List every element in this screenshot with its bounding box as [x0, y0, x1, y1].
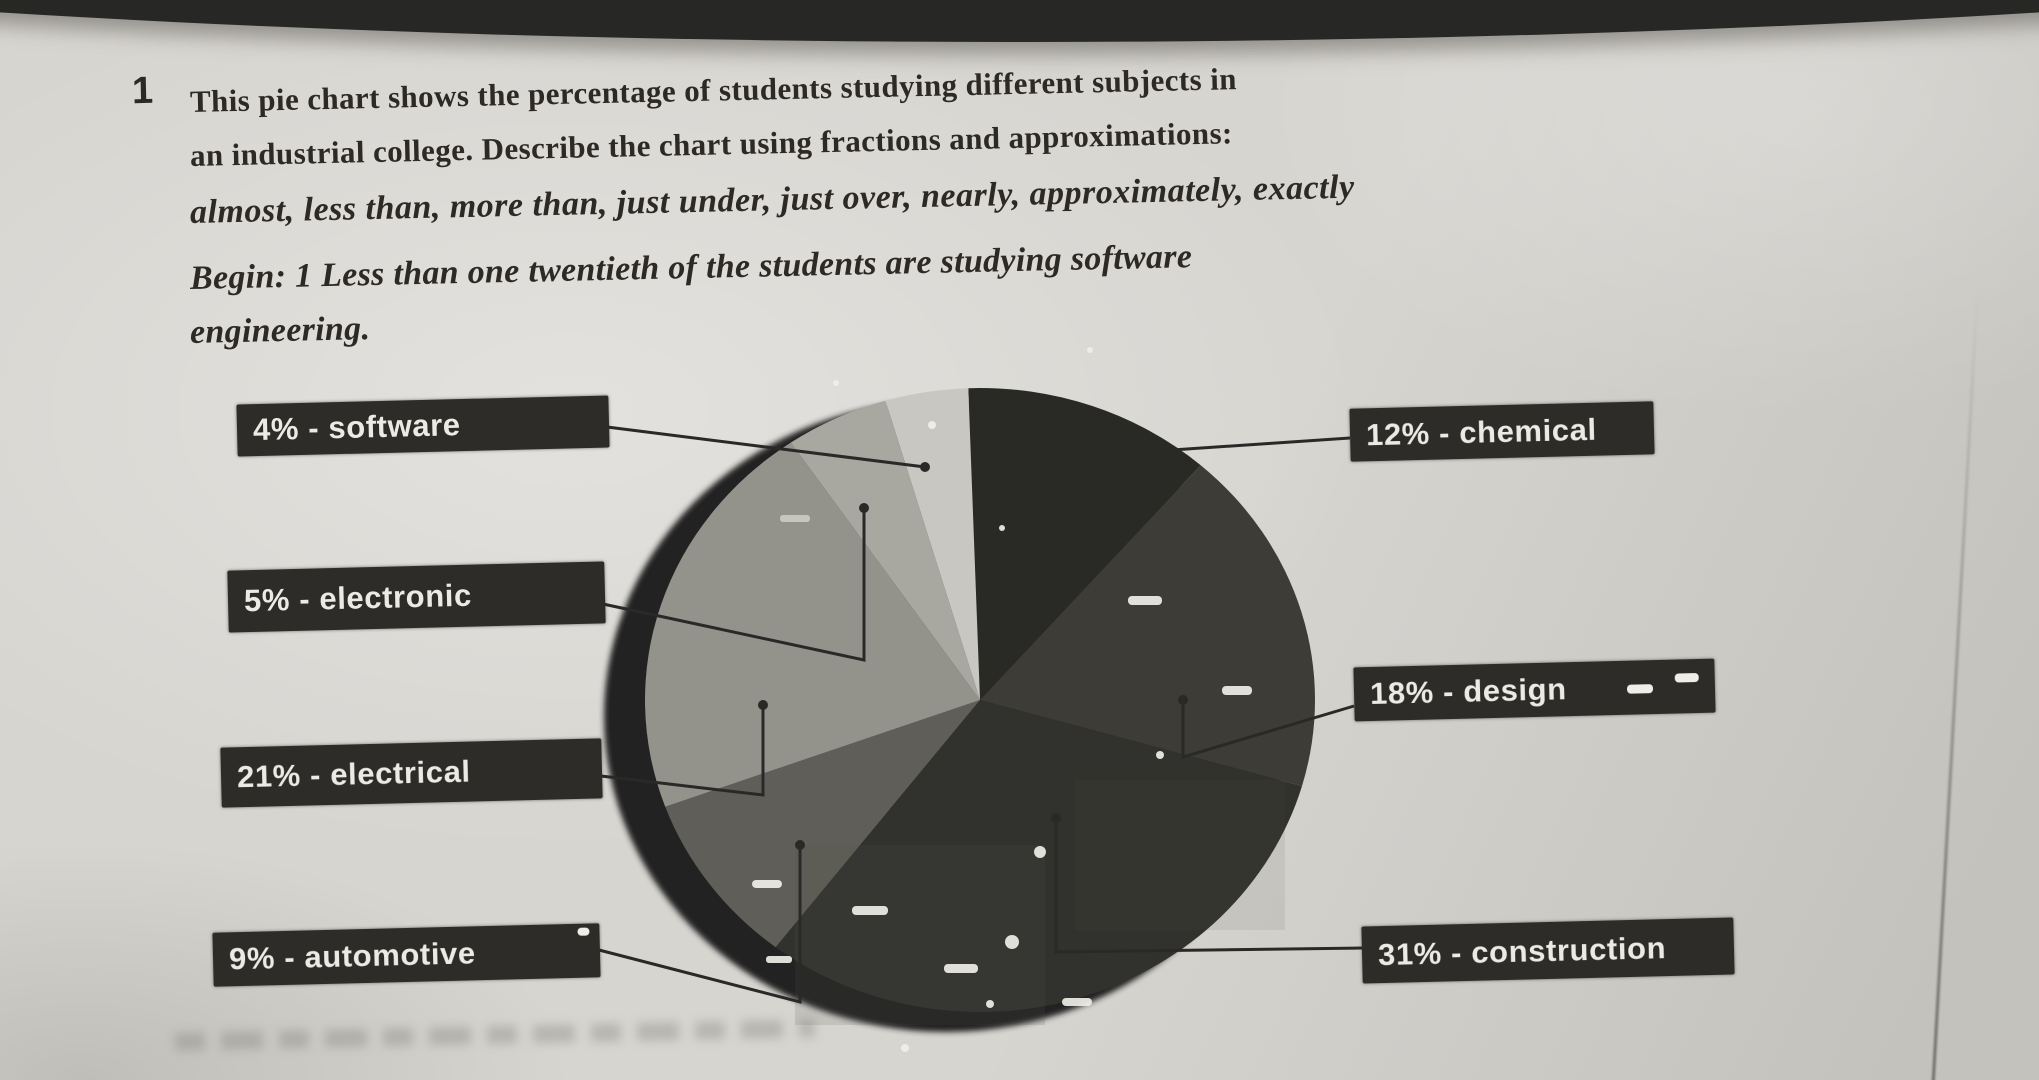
leader-chemical: [1172, 438, 1350, 450]
leader-dot-construction: [1051, 813, 1061, 823]
leader-dot-electrical: [758, 700, 768, 710]
callout-label-software-text: 4% - software: [252, 407, 462, 448]
prompt-line-1: This pie chart shows the percentage of students studying different subjects in: [189, 61, 1238, 119]
callout-label-automotive: [212, 923, 600, 986]
hint-words-line: almost, less than, more than, just under, just over, nearly, approximately, exactly: [189, 168, 1355, 231]
callout-label-design: [1353, 659, 1715, 722]
callout-label-electrical: [220, 738, 602, 807]
callout-label-electrical-text: 21% - electrical: [236, 753, 472, 795]
callout-label-construction-text: 31% - construction: [1377, 929, 1667, 972]
callout-label-software: [236, 395, 609, 456]
callout-label-chemical-text: 12% - chemical: [1365, 411, 1598, 452]
callout-label-chemical: [1349, 401, 1654, 461]
leader-dot-automotive: [795, 840, 805, 850]
leader-dot-design: [1178, 695, 1188, 705]
leader-dot-software: [920, 462, 930, 472]
photocopy-speck: [577, 928, 589, 936]
prompt-line-2: an industrial college. Describe the chart using fractions and approximations:: [189, 115, 1234, 173]
callout-label-design-text: 18% - design: [1369, 671, 1568, 712]
callout-label-electronic-text: 5% - electronic: [243, 577, 473, 619]
begin-line-1: Begin: 1 Less than one twentieth of the students are studying software: [189, 238, 1193, 297]
callout-label-automotive-text: 9% - automotive: [228, 935, 477, 977]
callout-label-construction: [1361, 917, 1734, 983]
photocopy-speck: [1675, 673, 1699, 683]
leader-dot-electronic: [859, 503, 869, 513]
callout-label-electronic: [227, 561, 605, 632]
begin-line-2: engineering.: [189, 310, 371, 351]
pie-wedges: [645, 388, 1315, 1012]
exercise-number: 1: [131, 69, 154, 113]
photocopy-speck: [1627, 684, 1653, 694]
